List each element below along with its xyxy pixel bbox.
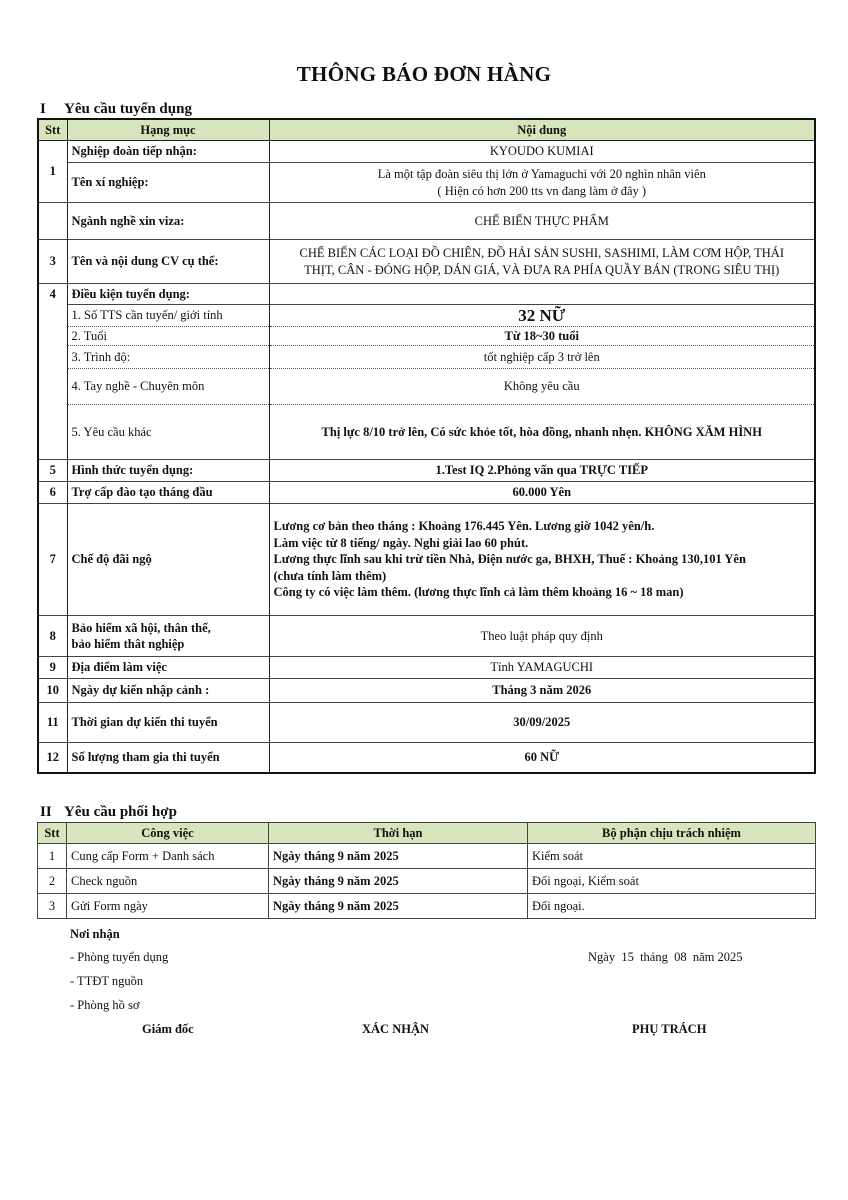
row-stt: 1 bbox=[38, 844, 67, 869]
table-row bbox=[38, 405, 815, 460]
benefit-label: Chế độ đãi ngộ bbox=[67, 504, 269, 616]
education-label: 3. Trình độ: bbox=[67, 346, 269, 369]
row-stt: 1 bbox=[38, 141, 67, 203]
task-cell: Gửi Form ngày bbox=[67, 894, 269, 919]
dept-cell: Đối ngoại. bbox=[528, 894, 816, 919]
location-value: Tỉnh YAMAGUCHI bbox=[269, 657, 815, 679]
recipient-item: - TTĐT nguồn bbox=[70, 974, 144, 988]
task-cell: Check nguồn bbox=[67, 869, 269, 894]
section-2-title: Yêu cầu phối hợp bbox=[64, 804, 177, 820]
table-row bbox=[38, 679, 815, 703]
table-row bbox=[38, 743, 815, 773]
table-row bbox=[38, 844, 816, 869]
deadline-cell: Ngày tháng 9 năm 2025 bbox=[269, 844, 528, 869]
allowance-value: 60.000 Yên bbox=[269, 482, 815, 504]
recruitment-table bbox=[37, 118, 816, 774]
issue-date: Ngày 15 tháng 08 năm 2025 bbox=[588, 950, 743, 964]
page-title: THÔNG BÁO ĐƠN HÀNG bbox=[296, 62, 552, 86]
header-stt: Stt bbox=[38, 119, 67, 141]
table-row bbox=[38, 869, 816, 894]
table-row bbox=[38, 327, 815, 346]
recipient-item: - Phòng hồ sơ bbox=[70, 998, 140, 1012]
job-label: Tên và nội dung CV cụ thể: bbox=[67, 240, 269, 284]
table-row bbox=[38, 284, 815, 305]
skill-label: 4. Tay nghề - Chuyên môn bbox=[67, 369, 269, 405]
sign-in-charge: PHỤ TRÁCH bbox=[632, 1022, 707, 1036]
table-row bbox=[38, 240, 815, 284]
row-stt: 10 bbox=[38, 679, 67, 703]
other-label: 5. Yêu cầu khác bbox=[67, 405, 269, 460]
recipients-title: Nơi nhận bbox=[70, 927, 120, 941]
insurance-value: Theo luật pháp quy định bbox=[269, 616, 815, 657]
dept-cell: Kiểm soát bbox=[528, 844, 816, 869]
task-cell: Cung cấp Form + Danh sách bbox=[67, 844, 269, 869]
coordination-table bbox=[37, 822, 816, 919]
company-line-1: Là một tập đoàn siêu thị lớn ở Yamaguchi với 20 nghìn nhân viên bbox=[377, 167, 706, 181]
table-row bbox=[38, 616, 815, 657]
section-1-title: Yêu cầu tuyển dụng bbox=[64, 101, 192, 117]
table-row bbox=[38, 203, 815, 240]
sign-confirm: XÁC NHẬN bbox=[362, 1022, 430, 1036]
benefit-value bbox=[269, 504, 815, 616]
deadline-cell: Ngày tháng 9 năm 2025 bbox=[269, 894, 528, 919]
entry-value: Tháng 3 năm 2026 bbox=[269, 679, 815, 703]
table-row bbox=[38, 657, 815, 679]
header-task: Công việc bbox=[67, 823, 269, 844]
row-stt: 11 bbox=[38, 703, 67, 743]
count-value: 60 NỮ bbox=[269, 743, 815, 773]
quantity-label: 1. Số TTS cần tuyển/ giới tính bbox=[67, 305, 269, 327]
section-2-heading bbox=[40, 804, 177, 821]
table-header-row bbox=[38, 823, 816, 844]
sign-director: Giám đốc bbox=[142, 1022, 194, 1036]
insurance-label-2: bảo hiểm thât nghiệp bbox=[71, 637, 185, 651]
method-value: 1.Test IQ 2.Phỏng vấn qua TRỰC TIẾP bbox=[269, 460, 815, 482]
company-line-2: ( Hiện có hơn 200 tts vn đang làm ở đây ) bbox=[437, 183, 647, 198]
table-row bbox=[38, 504, 815, 616]
age-label: 2. Tuổi bbox=[67, 327, 269, 346]
benefit-line-3: Lương thực lĩnh sau khi trừ tiền Nhà, Điện nước ga, BHXH, Thuế : Khoảng 130,101 Yên bbox=[273, 552, 746, 567]
row-stt-empty bbox=[38, 203, 67, 240]
benefit-line-1: Lương cơ bản theo tháng : Khoảng 176.445 Yên. Lương giờ 1042 yên/h. bbox=[273, 519, 655, 534]
insurance-label-1: Bảo hiểm xã hội, thân thể, bbox=[71, 620, 211, 635]
row-stt: 8 bbox=[38, 616, 67, 657]
exam-value: 30/09/2025 bbox=[269, 703, 815, 743]
count-label: Số lượng tham gia thi tuyển bbox=[67, 743, 269, 773]
benefit-line-5: Công ty có việc làm thêm. (lương thực lĩnh cả làm thêm khoảng 16 ~ 18 man) bbox=[273, 585, 684, 600]
insurance-label bbox=[67, 616, 269, 657]
row-stt: 7 bbox=[38, 504, 67, 616]
skill-value: Không yêu cầu bbox=[269, 369, 815, 405]
company-value bbox=[269, 163, 815, 203]
recipient-item: - Phòng tuyển dụng bbox=[70, 950, 169, 964]
quantity-value: 32 NỮ bbox=[269, 305, 815, 327]
benefit-line-4: (chưa tính làm thêm) bbox=[273, 568, 387, 583]
row-stt: 3 bbox=[38, 240, 67, 284]
header-deadline: Thời hạn bbox=[269, 823, 528, 844]
row-stt: 9 bbox=[38, 657, 67, 679]
header-item: Hạng mục bbox=[67, 119, 269, 141]
row-stt: 2 bbox=[38, 869, 67, 894]
benefit-line-2: Làm việc từ 8 tiếng/ ngày. Nghỉ giải lao 60 phút. bbox=[273, 535, 529, 550]
location-label: Địa điểm làm việc bbox=[67, 657, 269, 679]
job-value bbox=[269, 240, 815, 284]
dept-cell: Đối ngoại, Kiểm soát bbox=[528, 869, 816, 894]
deadline-cell: Ngày tháng 9 năm 2025 bbox=[269, 869, 528, 894]
row-stt: 3 bbox=[38, 894, 67, 919]
table-row bbox=[38, 346, 815, 369]
table-row bbox=[38, 482, 815, 504]
method-label: Hình thức tuyển dụng: bbox=[67, 460, 269, 482]
section-1-number: I bbox=[40, 101, 46, 117]
table-header-row bbox=[38, 119, 815, 141]
visa-label: Ngành nghề xin viza: bbox=[67, 203, 269, 240]
allowance-label: Trợ cấp đào tạo tháng đầu bbox=[67, 482, 269, 504]
table-row bbox=[38, 163, 815, 203]
job-line-1: CHẾ BIẾN CÁC LOẠI ĐỒ CHIÊN, ĐỒ HẢI SẢN SUSHI, SASHIMI, LÀM CƠM HỘP, THÁI bbox=[299, 246, 784, 260]
conditions-label: Điều kiện tuyển dụng: bbox=[67, 284, 269, 305]
header-content: Nội dung bbox=[269, 119, 815, 141]
age-value: Từ 18~30 tuổi bbox=[269, 327, 815, 346]
job-line-2: THỊT, CÂN - ĐÓNG HỘP, DÁN GIÁ, VÀ ĐƯA RA PHÍA QUẦY BÁN (TRONG SIÊU THỊ) bbox=[304, 262, 780, 277]
visa-value: CHẾ BIẾN THỰC PHẨM bbox=[269, 203, 815, 240]
exam-label: Thời gian dự kiến thi tuyển bbox=[67, 703, 269, 743]
education-value: tốt nghiệp cấp 3 trở lên bbox=[269, 346, 815, 369]
header-dept: Bộ phận chịu trách nhiệm bbox=[528, 823, 816, 844]
row-stt: 12 bbox=[38, 743, 67, 773]
row-stt: 4 bbox=[38, 284, 67, 460]
table-row bbox=[38, 305, 815, 327]
section-2-number: II bbox=[40, 804, 52, 820]
header-stt: Stt bbox=[38, 823, 67, 844]
union-value: KYOUDO KUMIAI bbox=[269, 141, 815, 163]
company-label: Tên xí nghiệp: bbox=[67, 163, 269, 203]
row-stt: 5 bbox=[38, 460, 67, 482]
table-row bbox=[38, 369, 815, 405]
union-label: Nghiệp đoàn tiếp nhận: bbox=[67, 141, 269, 163]
conditions-value-empty bbox=[269, 284, 815, 305]
row-stt: 6 bbox=[38, 482, 67, 504]
entry-label: Ngày dự kiến nhập cảnh : bbox=[67, 679, 269, 703]
other-value: Thị lực 8/10 trở lên, Có sức khỏe tốt, hòa đồng, nhanh nhẹn. KHÔNG XĂM HÌNH bbox=[269, 405, 815, 460]
table-row bbox=[38, 894, 816, 919]
table-row bbox=[38, 141, 815, 163]
section-1-heading bbox=[40, 101, 192, 118]
table-row bbox=[38, 703, 815, 743]
table-row bbox=[38, 460, 815, 482]
